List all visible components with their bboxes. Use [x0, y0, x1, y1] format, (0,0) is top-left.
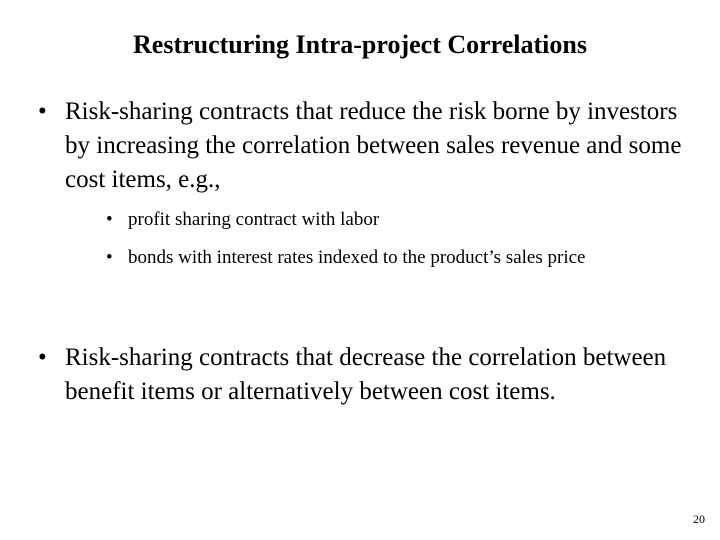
bullet-1 [38, 95, 705, 197]
bullet-dot-icon: • [38, 98, 47, 125]
sub-bullet-dot-icon: • [106, 209, 113, 230]
sub-bullet-2-text: bonds with interest rates indexed to the product’s sales price [128, 247, 586, 268]
bullet-2-text: Risk-sharing contracts that decrease the correlation between benefit items or alternatively between cost items. [65, 344, 667, 405]
slide-title: Restructuring Intra-project Correlations [133, 30, 587, 59]
bullet-2 [38, 341, 705, 409]
bullet-dot-icon: • [38, 344, 47, 371]
sub-bullet-2 [106, 245, 698, 270]
sub-bullet-1-text: profit sharing contract with labor [128, 209, 380, 230]
bullet-1-text: Risk-sharing contracts that reduce the risk borne by investors by increasing the correlation between sales revenue and some cost items, e.g., [65, 98, 682, 193]
page-number: 20 [693, 512, 705, 526]
sub-bullet-1 [106, 207, 698, 232]
sub-bullet-dot-icon: • [106, 247, 113, 268]
